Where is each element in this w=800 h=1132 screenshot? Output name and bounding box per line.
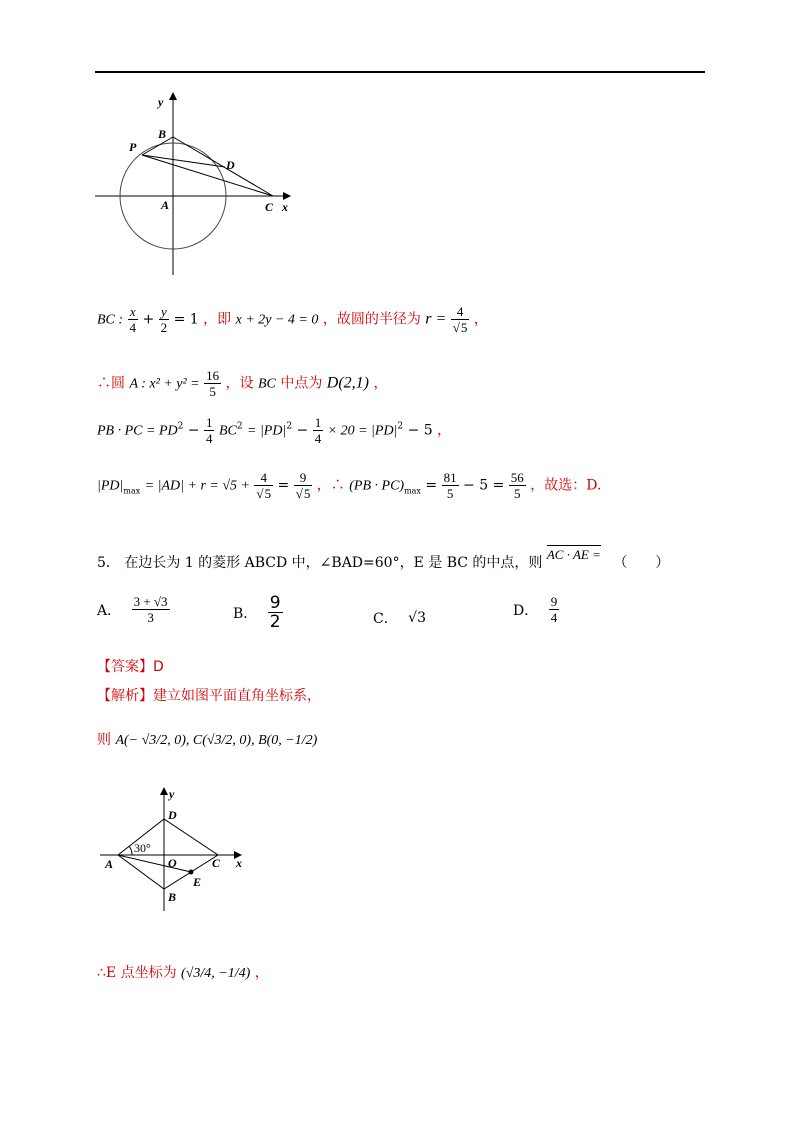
max-sub: max (123, 486, 141, 496)
minus-sign-2: − (296, 422, 309, 439)
plus-sign: + (142, 311, 155, 328)
line-equation: x + 2y − 4 = 0 (235, 312, 319, 328)
therefore-circle: ∴圆 (97, 375, 125, 392)
vector-expression: AC · AE = (546, 547, 601, 562)
solution-line-4 (97, 470, 601, 501)
r-label: r = (425, 310, 447, 328)
point-d: D(2,1) (326, 374, 370, 392)
circle-figure (95, 90, 305, 285)
text-ji: ，即 (203, 311, 232, 328)
conclusion-text: ∴E 点坐标为 (97, 965, 177, 981)
conclusion-choose-d: ，故选：D. (530, 477, 602, 494)
abs-pd: = |PD| (247, 423, 287, 439)
comma: ， (254, 965, 269, 981)
fig2-label-angle: 30° (134, 841, 151, 855)
analysis-line (97, 689, 321, 703)
fig2-label-O: O (168, 856, 177, 870)
fig2-label-B: B (168, 890, 177, 904)
dot-max: (PB · PC) (349, 478, 405, 494)
text-ze: 则 (97, 732, 111, 748)
bc-prefix: BC : (97, 312, 124, 328)
frac-radius: $\frac{4}{√5}$ (452, 304, 468, 335)
text-she: ，设 (225, 375, 254, 392)
equals: = (277, 477, 290, 494)
bc-vector: BC (218, 423, 237, 439)
frac-9-root5: $\frac{9}{√5}$ (295, 470, 311, 501)
frac-16-5: $\frac{16}{5}$ (206, 368, 220, 399)
abs-pd-max: |PD| (97, 478, 124, 494)
comma: ， (473, 311, 488, 328)
fig1-label-y: y (158, 95, 164, 109)
frac-56-5: $\frac{56}{5}$ (510, 470, 524, 501)
solution-line-2 (97, 368, 387, 399)
equals-one: = 1 (173, 311, 199, 328)
max-sub-2: max (404, 486, 421, 496)
minus-five-2: − 5 = (463, 477, 505, 494)
text-midpoint: 中点为 (280, 375, 323, 392)
fig2-label-A: A (105, 857, 114, 871)
fig1-label-C: C (265, 200, 274, 214)
header-rule (95, 71, 705, 73)
answer-tag: 【答案】D (97, 659, 164, 675)
analysis-tag: 【解析】 (97, 688, 153, 704)
equals-2: = (425, 477, 438, 494)
analysis-text: 建立如图平面直角坐标系， (153, 688, 321, 704)
fig2-label-x: x (236, 856, 242, 870)
question-text: 在边长为 1 的菱形 ABCD 中，∠BAD=60°，E 是 BC 的中点，则 (124, 555, 543, 571)
frac-y2: $\frac{y}{2}$ (160, 304, 168, 335)
option-d[interactable] (513, 594, 559, 625)
frac-x4: $\frac{x}{4}$ (129, 304, 137, 335)
option-d-label: D． (513, 602, 539, 619)
fig2-label-y: y (169, 787, 175, 801)
option-b[interactable] (233, 594, 283, 631)
question-number: 5． (97, 555, 120, 571)
comma: ， (437, 422, 452, 439)
fig1-label-A: A (161, 198, 170, 212)
fig1-label-P: P (129, 140, 137, 154)
times-twenty: × 20 = |PD| (327, 423, 398, 439)
option-b-fraction: $\frac{9}{2}$ (269, 593, 281, 632)
option-c[interactable] (373, 608, 426, 628)
conclusion-line (97, 966, 269, 981)
bc-segment: BC (258, 376, 276, 392)
fig2-label-D: D (168, 808, 177, 822)
option-c-value: √3 (408, 610, 426, 626)
option-c-label: C． (373, 611, 398, 627)
point-e-coordinate: (√3/4, −1/4) (181, 966, 251, 981)
coords-line (97, 733, 317, 748)
fig1-label-x: x (282, 200, 288, 214)
question-5 (97, 548, 669, 570)
fig2-label-E: E (193, 875, 202, 889)
circle-equation: A : x² + y² = (129, 376, 200, 392)
minus-five: − 5 (407, 422, 433, 439)
option-a-label: A． (97, 602, 122, 619)
fig1-label-D: D (226, 158, 235, 172)
option-d-fraction: $\frac{9}{4}$ (550, 594, 558, 625)
answer-line (97, 660, 164, 674)
frac-81-5: $\frac{81}{5}$ (443, 470, 457, 501)
coordinates-abc: A(− √3/2, 0), C(√3/2, 0), B(0, −1/2) (115, 733, 318, 748)
answer-blank: （ ） (613, 555, 670, 571)
comma: ， (373, 375, 388, 392)
option-a-fraction: $\frac{3 + √3}{3}$ (133, 594, 168, 625)
dot-product-lhs: PB · PC = PD (97, 423, 178, 439)
frac-quarter: $\frac{1}{4}$ (205, 415, 213, 446)
solution-line-1 (97, 304, 488, 335)
frac-quarter-2: $\frac{1}{4}$ (314, 415, 322, 446)
text-radius: ，故圆的半径为 (322, 311, 421, 328)
minus-sign: − (187, 422, 200, 439)
rhombus-figure (98, 785, 248, 915)
solution-line-3: PB · PC = $PD^2$ − $\frac{1}{4}$ $BC^2 = |PD|^2$ − $\frac{1}{4}$ × $20 = |PD|^2 - 5$ ， (97, 415, 452, 446)
option-b-label: B． (233, 605, 258, 622)
pd-max-expr: = |AD| + r = √5 + (144, 478, 250, 494)
fig2-label-C: C (212, 856, 221, 870)
option-a[interactable] (97, 594, 170, 625)
therefore: ，∴ (316, 477, 345, 494)
fig1-label-B: B (158, 127, 167, 141)
frac-4-root5: $\frac{4}{√5}$ (256, 470, 272, 501)
